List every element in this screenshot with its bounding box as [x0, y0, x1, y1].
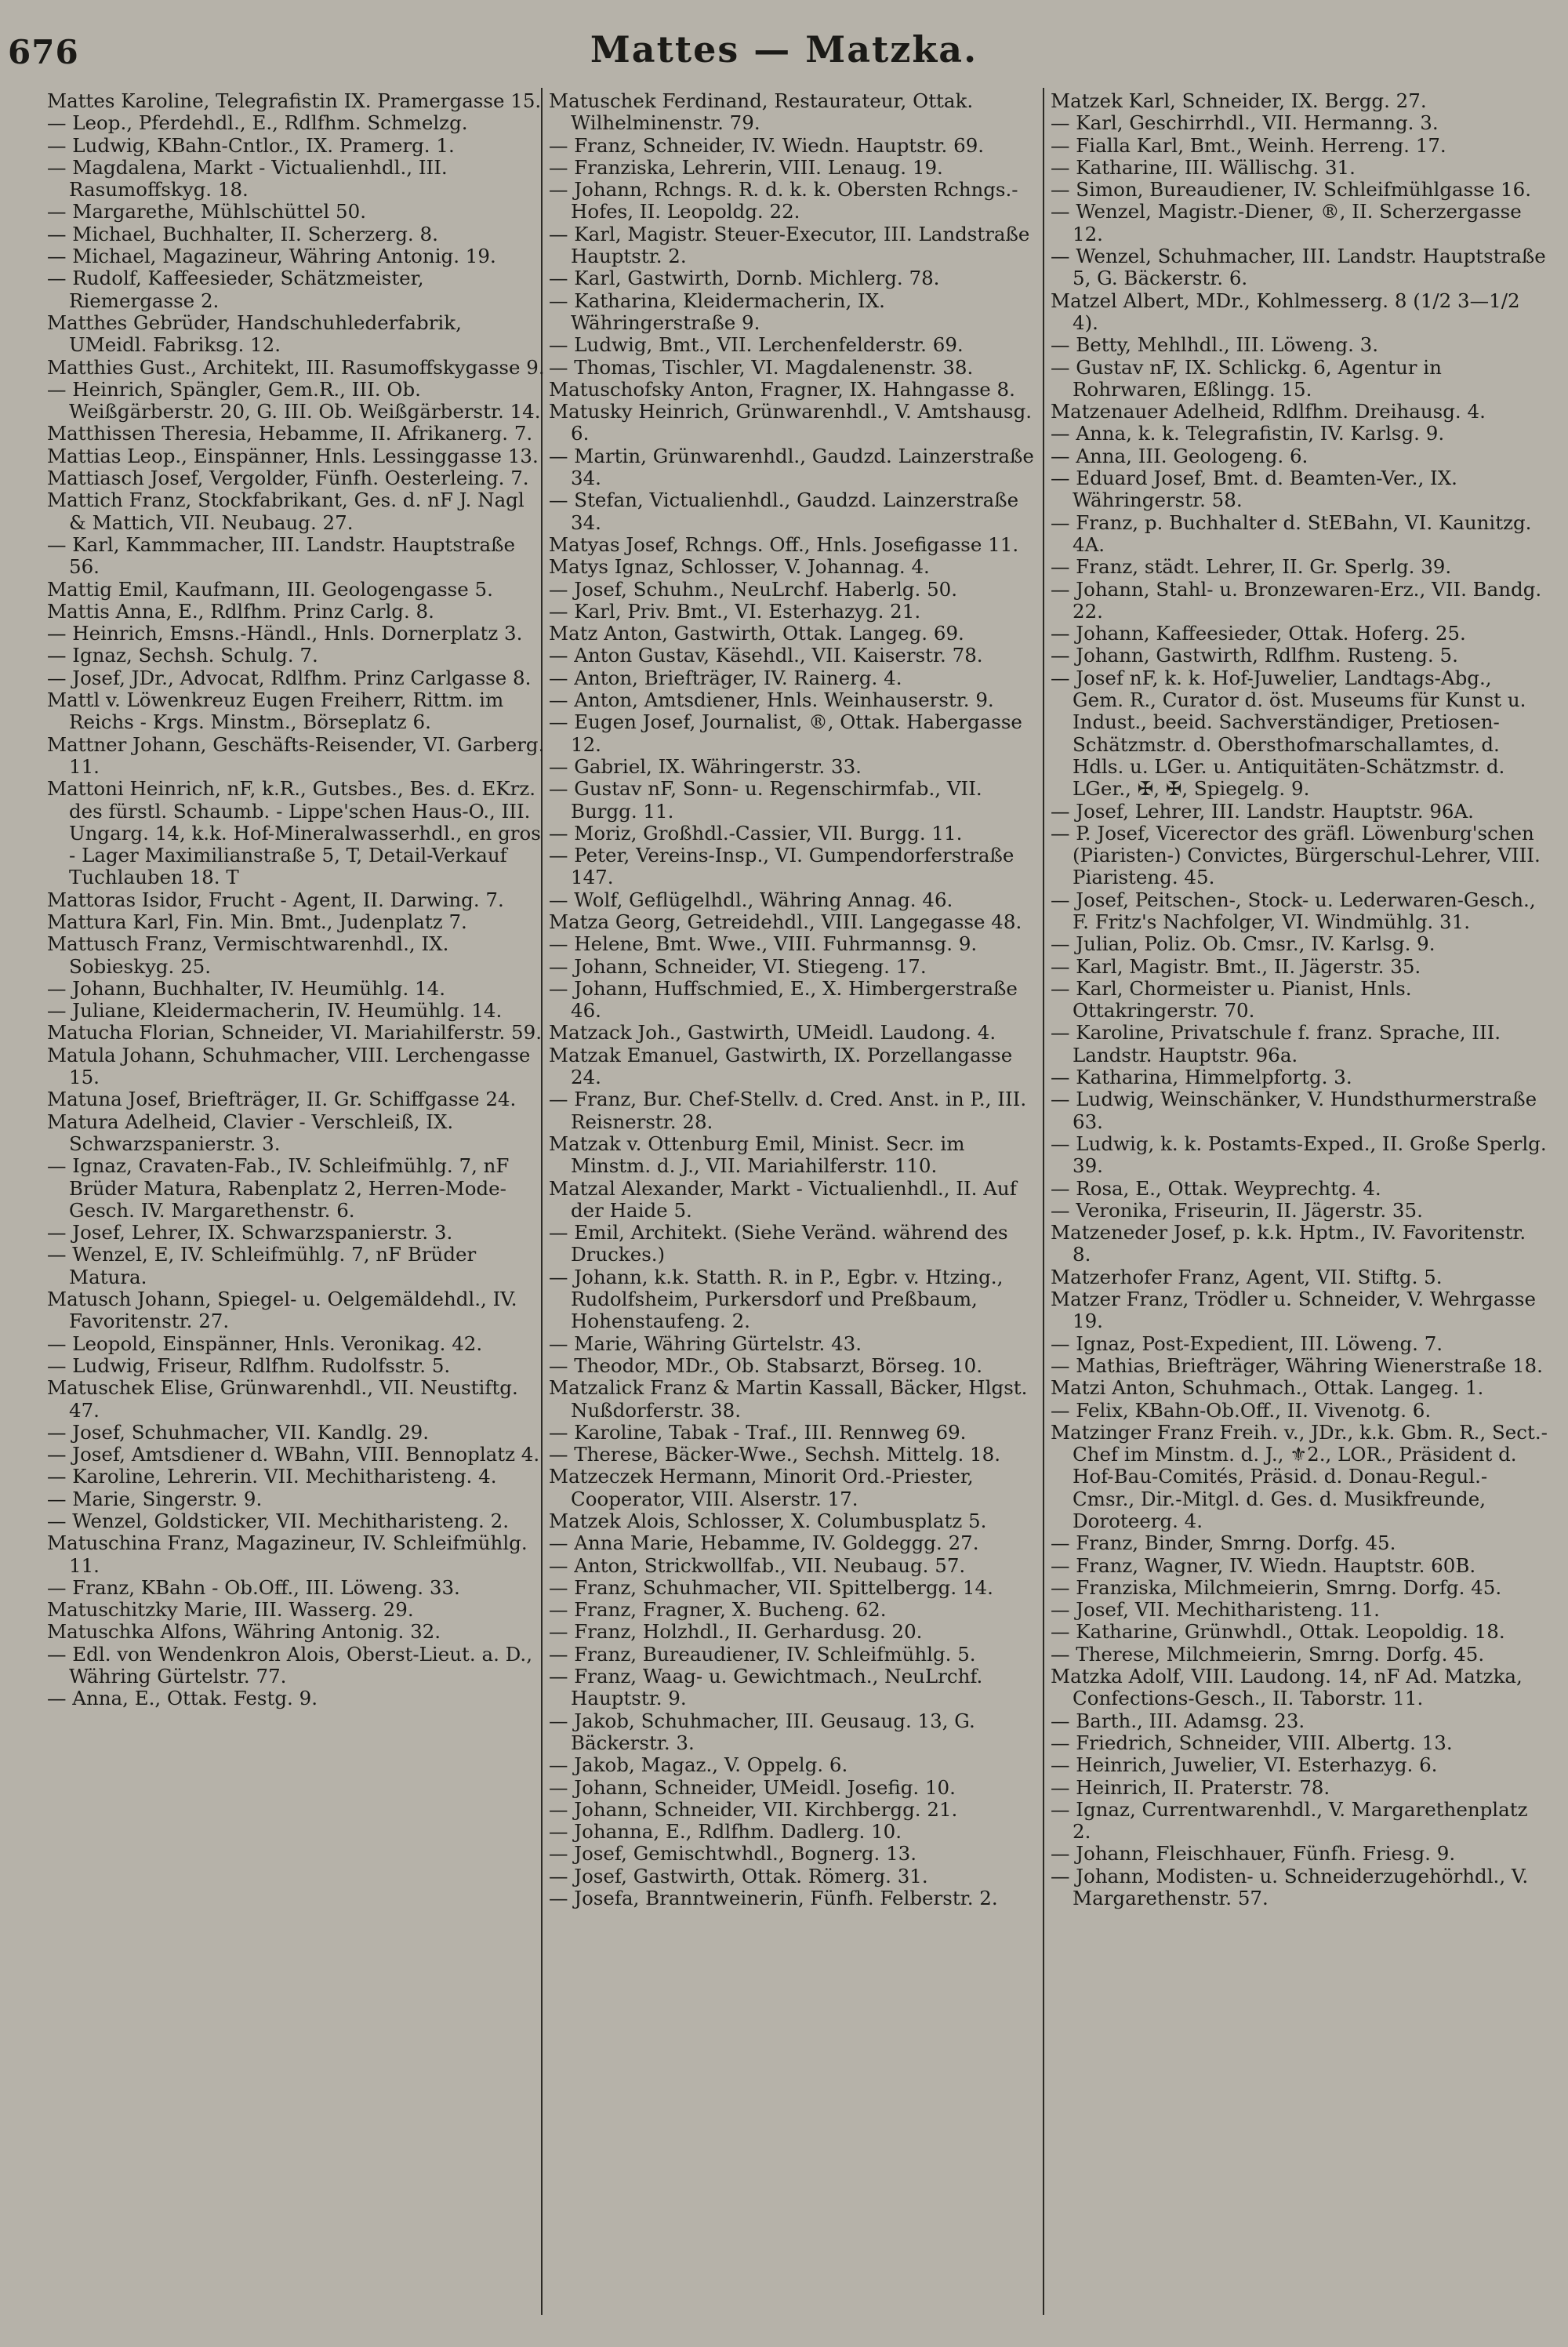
directory-entry: — Johann, k.k. Statth. R. in P., Egbr. v. Htzing., Rudolfsheim, Purkersdorf und Preßbaum, Hohenstaufeng. 2. — [549, 1265, 1010, 1333]
directory-entry: Matyas Josef, Rchngs. Off., Hnls. Josefigasse 11. — [549, 532, 1019, 556]
directory-entry: — Julian, Poliz. Ob. Cmsr., IV. Karlsg. 9. — [1051, 932, 1436, 956]
directory-entry: Matzalick Franz & Martin Kassall, Bäcker, Hlgst. Nußdorferstr. 38. — [549, 1376, 1034, 1422]
directory-entry: — Leop., Pferdehdl., E., Rdlfhm. Schmelzg. — [47, 111, 468, 135]
directory-entry: Matzenauer Adelheid, Rdlfhm. Dreihausg. 4. — [1051, 400, 1486, 423]
directory-entry: Mattusch Franz, Vermischtwarenhdl., IX. Sobieskyg. 25. — [47, 932, 456, 978]
directory-entry: — Felix, KBahn-Ob.Off., II. Vivenotg. 6. — [1051, 1398, 1432, 1422]
directory-entry: — Ludwig, Bmt., VII. Lerchenfelderstr. 69. — [549, 333, 964, 357]
directory-entry: Matula Johann, Schuhmacher, VIII. Lerchengasse 15. — [47, 1043, 537, 1089]
directory-entry: Matuschek Ferdinand, Restaurateur, Ottak. Wilhelminenstr. 79. — [549, 89, 979, 135]
directory-entry: — Josef, JDr., Advocat, Rdlfhm. Prinz Carlgasse 8. — [47, 666, 532, 689]
directory-entry: — Ignaz, Sechsh. Schulg. 7. — [47, 644, 318, 667]
directory-entry: Mattis Anna, E., Rdlfhm. Prinz Carlg. 8. — [47, 599, 434, 623]
directory-entry: — Heinrich, Emsns.-Händl., Hnls. Dornerplatz 3. — [47, 622, 523, 645]
directory-entry: — Johann, Fleischhauer, Fünfh. Friesg. 9. — [1051, 1842, 1456, 1866]
directory-entry: — Mathias, Briefträger, Währing Wienerstraße 18. — [1051, 1353, 1543, 1377]
directory-entry: — Karl, Magistr. Bmt., II. Jägerstr. 35. — [1051, 954, 1421, 978]
directory-entry: — Jakob, Magaz., V. Oppelg. 6. — [549, 1753, 848, 1777]
directory-entry: — Josef nF, k. k. Hof-Juwelier, Landtags-Abg., Gem. R., Curator d. öst. Museums für Kunst u. Indust., beeid. Sachverständiger, Pretiosen-Schätzmstr. d. Obersthofmarschallamtes, d. Hdls. u. LGer. u. Antiquitäten-Schätzmstr. d. LGer., ✠, ✠, Spiegelg. 9. — [1051, 666, 1533, 801]
directory-entry: — Wenzel, E, IV. Schleifmühlg. 7, nF Brüder Matura. — [47, 1243, 483, 1288]
directory-entry: — Josef, Schuhmacher, VII. Kandlg. 29. — [47, 1420, 430, 1444]
directory-entry: Matzer Franz, Trödler u. Schneider, V. Wehrgasse 19. — [1051, 1288, 1542, 1333]
directory-entry: Mattoni Heinrich, nF, k.R., Gutsbes., Bes. d. EKrz. des fürstl. Schaumb. - Lippe'schen Haus-O., III. Ungarg. 14, k.k. Hof-Mineralwasserhdl., en gros - Lager Maximilianstraße 5, T, Detail-Verkauf Tuchlauben 18. T — [47, 777, 547, 889]
directory-entry: — Magdalena, Markt - Victualienhdl., III. Rasumoffskyg. 18. — [47, 155, 454, 202]
directory-entry: — Johanna, E., Rdlfhm. Dadlerg. 10. — [549, 1820, 902, 1844]
directory-entry: — Josef, Lehrer, III. Landstr. Hauptstr. 96A. — [1051, 799, 1474, 823]
directory-entry: — Helene, Bmt. Wwe., VIII. Fuhrmannsg. 9. — [549, 932, 978, 956]
directory-entry: Matuna Josef, Briefträger, II. Gr. Schiffgasse 24. — [47, 1088, 517, 1111]
directory-entry: — Wenzel, Magistr.-Diener, ®, II. Scherzergasse 12. — [1051, 200, 1528, 245]
directory-entry: — Ignaz, Post-Expedient, III. Löweng. 7. — [1051, 1332, 1443, 1355]
directory-entry: — Peter, Vereins-Insp., VI. Gumpendorferstraße 147. — [549, 844, 1021, 889]
directory-column-left — [47, 89, 551, 2333]
directory-entry: — Rudolf, Kaffeesieder, Schätzmeister, Riemergasse 2. — [47, 267, 430, 312]
directory-entry: — Veronika, Friseurin, II. Jägerstr. 35. — [1051, 1198, 1423, 1222]
directory-entry: — Heinrich, Spängler, Gem.R., III. Ob. Weißgärberstr. 20, G. III. Ob. Weißgärberstr. 14. — [47, 377, 541, 423]
directory-entry: — Marie, Währing Gürtelstr. 43. — [549, 1332, 862, 1355]
directory-entry: — Jakob, Schuhmacher, III. Geusaug. 13, G. Bäckerstr. 3. — [549, 1709, 982, 1754]
directory-entry: Matza Georg, Getreidehdl., VIII. Langegasse 48. — [549, 910, 1022, 933]
directory-entry: — Juliane, Kleidermacherin, IV. Heumühlg. 14. — [47, 999, 503, 1023]
page-number: 676 — [8, 33, 79, 71]
directory-entry: Matthies Gust., Architekt, III. Rasumoffskygasse 9. — [47, 355, 545, 379]
directory-entry: Mattich Franz, Stockfabrikant, Ges. d. nF J. Nagl & Mattich, VII. Neubaug. 27. — [47, 489, 531, 534]
directory-entry: — Johann, Rchngs. R. d. k. k. Obersten Rchngs.-Hofes, II. Leopoldg. 22. — [549, 178, 1018, 223]
directory-entry: Matz Anton, Gastwirth, Ottak. Langeg. 69. — [549, 622, 964, 645]
directory-entry: Matuschka Alfons, Währing Antonig. 32. — [47, 1620, 441, 1644]
directory-entry: Mattner Johann, Geschäfts-Reisender, VI. Garberg. 11. — [47, 732, 551, 778]
directory-entry: — Josef, Gastwirth, Ottak. Römerg. 31. — [549, 1864, 928, 1887]
directory-entry: — Katharina, Himmelpfortg. 3. — [1051, 1066, 1352, 1089]
directory-entry: Matzerhofer Franz, Agent, VII. Stiftg. 5. — [1051, 1265, 1443, 1288]
directory-entry: Matthes Gebrüder, Handschuhlederfabrik, UMeidl. Fabriksg. 12. — [47, 311, 468, 357]
directory-entry: — Ludwig, k. k. Postamts-Exped., II. Große Sperlg. 39. — [1051, 1132, 1553, 1178]
directory-entry: — Johann, Schneider, VI. Stiegeng. 17. — [549, 954, 927, 978]
directory-entry: — Anna Marie, Hebamme, IV. Goldeggg. 27. — [549, 1531, 979, 1555]
directory-entry: — Anton, Briefträger, IV. Rainerg. 4. — [549, 666, 902, 689]
directory-entry: — Johann, Gastwirth, Rdlfhm. Rusteng. 5. — [1051, 644, 1458, 667]
directory-entry: — Franz, p. Buchhalter d. StEBahn, VI. Kaunitzg. 4A. — [1051, 510, 1538, 556]
directory-entry: — Martin, Grünwarenhdl., Gaudzd. Lainzerstraße 34. — [549, 444, 1040, 490]
directory-entry: — Karl, Geschirrhdl., VII. Hermanng. 3. — [1051, 111, 1439, 135]
directory-entry: Matzeczek Hermann, Minorit Ord.-Priester, Cooperator, VIII. Alserstr. 17. — [549, 1465, 980, 1510]
directory-entry: — Eugen Josef, Journalist, ®, Ottak. Habergasse 12. — [549, 710, 1029, 756]
directory-entry: — Friedrich, Schneider, VIII. Albertg. 13. — [1051, 1731, 1453, 1754]
directory-entry: — Karl, Chormeister u. Pianist, Hnls. Ottakringerstr. 70. — [1051, 976, 1418, 1023]
directory-entry: — Josef, Peitschen-, Stock- u. Lederwaren-Gesch., F. Fritz's Nachfolger, VI. Windmühlg. 31. — [1051, 888, 1542, 933]
directory-entry: Matzi Anton, Schuhmach., Ottak. Langeg. 1. — [1051, 1376, 1484, 1400]
directory-entry: — Heinrich, Juwelier, VI. Esterhazyg. 6. — [1051, 1753, 1438, 1777]
directory-entry: Matzal Alexander, Markt - Victualienhdl., II. Auf der Haide 5. — [549, 1176, 1023, 1222]
directory-entry: — Ludwig, Friseur, Rdlfhm. Rudolfsstr. 5. — [47, 1353, 451, 1377]
directory-entry: — Rosa, E., Ottak. Weyprechtg. 4. — [1051, 1176, 1381, 1200]
directory-entry: — Gabriel, IX. Währingerstr. 33. — [549, 754, 862, 778]
directory-entry: — Betty, Mehlhdl., III. Löweng. 3. — [1051, 333, 1379, 357]
directory-entry: — Josef, Amtsdiener d. WBahn, VIII. Bennoplatz 4. — [47, 1443, 540, 1466]
directory-entry: Matuschek Elise, Grünwarenhdl., VII. Neustiftg. 47. — [47, 1376, 524, 1422]
directory-entry: — Franz, städt. Lehrer, II. Gr. Sperlg. 39. — [1051, 555, 1452, 579]
directory-entry: — Wenzel, Goldsticker, VII. Mechitharisteng. 2. — [47, 1510, 509, 1532]
directory-column-middle — [549, 90, 1047, 2333]
directory-entry: — Therese, Milchmeierin, Smrng. Dorfg. 45. — [1051, 1642, 1485, 1666]
directory-entry: — Marie, Singerstr. 9. — [47, 1487, 263, 1510]
directory-entry: — Franz, Bureaudiener, IV. Schleifmühlg. 5. — [549, 1642, 976, 1666]
directory-entry: — Margarethe, Mühlschüttel 50. — [47, 200, 367, 223]
directory-entry: — Karoline, Lehrerin. VII. Mechitharisteng. 4. — [47, 1465, 497, 1488]
directory-entry: — Anna, E., Ottak. Festg. 9. — [47, 1687, 318, 1710]
directory-entry: — Johann, Stahl- u. Bronzewaren-Erz., VII. Bandg. 22. — [1051, 577, 1548, 623]
directory-entry: Mattoras Isidor, Frucht - Agent, II. Darwing. 7. — [47, 888, 504, 911]
directory-entry: Matzek Karl, Schneider, IX. Bergg. 27. — [1051, 89, 1427, 112]
directory-entry: Matuschina Franz, Magazineur, IV. Schleifmühlg. 11. — [47, 1531, 534, 1577]
directory-entry: — Simon, Bureaudiener, IV. Schleifmühlgasse 16. — [1051, 178, 1532, 202]
directory-entry: — Josef, Gemischtwhdl., Bognerg. 13. — [549, 1842, 917, 1866]
directory-entry: Matthissen Theresia, Hebamme, II. Afrikanerg. 7. — [47, 422, 533, 445]
directory-entry: — Emil, Architekt. (Siehe Veränd. während des Druckes.) — [549, 1221, 1014, 1266]
directory-entry: — Anton, Amtsdiener, Hnls. Weinhauserstr. 9. — [549, 688, 994, 712]
directory-entry: — P. Josef, Vicerector des gräfl. Löwenburg'schen (Piaristen-) Convictes, Bürgerschul-Lehrer, VIII. Piaristeng. 45. — [1051, 821, 1547, 889]
directory-entry: — Gustav nF, IX. Schlickg. 6, Agentur in Rohrwaren, Eßlingg. 15. — [1051, 355, 1448, 401]
directory-entry: Mattes Karoline, Telegrafistin IX. Pramergasse 15. — [47, 89, 542, 112]
directory-entry: Mattl v. Löwenkreuz Eugen Freiherr, Rittm. im Reichs - Krgs. Minstm., Börseplatz 6. — [47, 688, 510, 734]
directory-entry: — Franz, Binder, Smrng. Dorfg. 45. — [1051, 1531, 1396, 1555]
directory-entry: — Johann, Huffschmied, E., X. Himbergerstraße 46. — [549, 976, 1024, 1023]
directory-entry: Matzinger Franz Freih. v., JDr., k.k. Gbm. R., Sect.-Chef im Minstm. d. J., ⚜2., LOR., Präsident d. Hof-Bau-Comités, Präsid. d. Donau-Regul.-Cmsr., Dir.-Mitgl. d. Ges. d. Musikfreunde, Doroteerg. 4. — [1051, 1420, 1548, 1532]
directory-entry: — Heinrich, II. Praterstr. 78. — [1051, 1775, 1330, 1799]
directory-entry: — Moriz, Großhdl.-Cassier, VII. Burgg. 11. — [549, 821, 963, 845]
directory-entry: Mattig Emil, Kaufmann, III. Geologengasse 5. — [47, 577, 493, 601]
directory-entry: — Franz, Wagner, IV. Wiedn. Hauptstr. 60B. — [1051, 1553, 1476, 1577]
directory-entry: Mattias Leop., Einspänner, Hnls. Lessinggasse 13. — [47, 444, 539, 467]
directory-entry: — Edl. von Wendenkron Alois, Oberst-Lieut. a. D., Währing Gürtelstr. 77. — [47, 1642, 539, 1688]
directory-entry: — Katharine, III. Wällischg. 31. — [1051, 155, 1356, 179]
directory-entry: — Franz, Waag- u. Gewichtmach., NeuLrchf. Hauptstr. 9. — [549, 1665, 989, 1710]
directory-entry: Matucha Florian, Schneider, VI. Mariahilferstr. 59. — [47, 1021, 542, 1045]
directory-entry: — Ignaz, Currentwarenhdl., V. Margarethenplatz 2. — [1051, 1797, 1534, 1844]
directory-entry: Matzak Emanuel, Gastwirth, IX. Porzellangasse 24. — [549, 1043, 1019, 1089]
directory-entry: — Leopold, Einspänner, Hnls. Veronikag. 42. — [47, 1332, 483, 1355]
directory-entry: — Franz, Schneider, IV. Wiedn. Hauptstr. 69. — [549, 133, 985, 157]
directory-entry: Matzek Alois, Schlosser, X. Columbusplatz 5. — [549, 1510, 987, 1532]
directory-entry: — Thomas, Tischler, VI. Magdalenenstr. 38. — [549, 355, 974, 379]
directory-entry: — Anton Gustav, Käsehdl., VII. Kaiserstr. 78. — [549, 644, 983, 667]
directory-entry: — Josefa, Branntweinerin, Fünfh. Felberstr. 2. — [549, 1887, 998, 1910]
directory-entry: — Karoline, Privatschule f. franz. Sprache, III. Landstr. Hauptstr. 96a. — [1051, 1021, 1507, 1066]
directory-entry: — Michael, Magazineur, Währing Antonig. 19. — [47, 245, 496, 268]
directory-entry: — Anna, III. Geologeng. 6. — [1051, 444, 1308, 467]
directory-entry: — Franziska, Milchmeierin, Smrng. Dorfg. 45. — [1051, 1575, 1502, 1599]
directory-entry: — Johann, Schneider, UMeidl. Josefig. 10. — [549, 1775, 956, 1799]
directory-entry: — Franziska, Lehrerin, VIII. Lenaug. 19. — [549, 155, 943, 179]
directory-entry: — Theodor, MDr., Ob. Stabsarzt, Börseg. 10. — [549, 1353, 983, 1377]
directory-entry: Matuschitzky Marie, III. Wasserg. 29. — [47, 1598, 414, 1622]
directory-entry: — Franz, KBahn - Ob.Off., III. Löweng. 33. — [47, 1575, 460, 1599]
directory-entry: — Anna, k. k. Telegrafistin, IV. Karlsg. 9. — [1051, 422, 1445, 445]
directory-entry: Mattiasch Josef, Vergolder, Fünfh. Oesterleing. 7. — [47, 467, 529, 490]
directory-entry: — Barth., III. Adamsg. 23. — [1051, 1709, 1305, 1732]
directory-entry: Matzack Joh., Gastwirth, UMeidl. Laudong. 4. — [549, 1021, 996, 1045]
directory-column-right — [1051, 89, 1553, 2333]
directory-entry: — Franz, Fragner, X. Bucheng. 62. — [549, 1598, 887, 1622]
directory-entry: Matura Adelheid, Clavier - Verschleiß, IX. Schwarzspanierstr. 3. — [47, 1110, 459, 1155]
directory-entry: — Wolf, Geflügelhdl., Währing Annag. 46. — [549, 888, 953, 911]
directory-entry: — Johann, Modisten- u. Schneiderzugehörhdl., V. Margarethenstr. 57. — [1051, 1864, 1534, 1910]
directory-entry: — Katharina, Kleidermacherin, IX. Währingerstraße 9. — [549, 289, 891, 334]
directory-entry: — Wenzel, Schuhmacher, III. Landstr. Hauptstraße 5, G. Bäckerstr. 6. — [1051, 245, 1552, 290]
directory-entry: — Michael, Buchhalter, II. Scherzerg. 8. — [47, 222, 438, 245]
directory-entry: — Josef, Lehrer, IX. Schwarzspanierstr. 3. — [47, 1221, 453, 1244]
directory-entry: — Katharine, Grünwhdl., Ottak. Leopoldig. 18. — [1051, 1620, 1505, 1644]
directory-entry: Matzka Adolf, VIII. Laudong. 14, nF Ad. Matzka, Confections-Gesch., II. Taborstr. 11. — [1051, 1665, 1529, 1710]
directory-entry: Matusch Johann, Spiegel- u. Oelgemäldehdl., IV. Favoritenstr. 27. — [47, 1288, 524, 1333]
directory-entry: — Franz, Bur. Chef-Stellv. d. Cred. Anst. in P., III. Reisnerstr. 28. — [549, 1088, 1033, 1133]
directory-entry: — Josef, Schuhm., NeuLrchf. Haberlg. 50. — [549, 577, 958, 601]
directory-entry: — Ludwig, KBahn-Cntlor., IX. Pramerg. 1. — [47, 133, 455, 157]
directory-entry: — Karl, Magistr. Steuer-Executor, III. Landstraße Hauptstr. 2. — [549, 222, 1036, 268]
directory-entry: — Fialla Karl, Bmt., Weinh. Herreng. 17. — [1051, 133, 1446, 157]
directory-entry: — Johann, Schneider, VII. Kirchbergg. 21. — [549, 1797, 958, 1821]
directory-entry: — Johann, Kaffeesieder, Ottak. Hoferg. 25. — [1051, 622, 1466, 645]
directory-entry: — Stefan, Victualienhdl., Gaudzd. Lainzerstraße 34. — [549, 489, 1025, 534]
directory-entry: — Ignaz, Cravaten-Fab., IV. Schleifmühlg. 7, nF Brüder Matura, Rabenplatz 2, Herren-Mode-Gesch. IV. Margarethenstr. 6. — [47, 1154, 516, 1222]
directory-entry: — Karl, Gastwirth, Dornb. Michlerg. 78. — [549, 267, 940, 290]
directory-entry: — Karl, Priv. Bmt., VI. Esterhazyg. 21. — [549, 599, 921, 623]
directory-entry: — Franz, Schuhmacher, VII. Spittelbergg. 14. — [549, 1575, 993, 1599]
directory-entry: Matzak v. Ottenburg Emil, Minist. Secr. im Minstm. d. J., VII. Mariahilferstr. 110. — [549, 1132, 971, 1178]
directory-entry: Matzeneder Josef, p. k.k. Hptm., IV. Favoritenstr. 8. — [1051, 1221, 1533, 1266]
directory-entry: — Josef, VII. Mechitharisteng. 11. — [1051, 1598, 1380, 1622]
directory-entry: Matys Ignaz, Schlosser, V. Johannag. 4. — [549, 555, 930, 579]
directory-entry: — Karoline, Tabak - Traf., III. Rennweg 69. — [549, 1420, 967, 1444]
directory-entry: — Ludwig, Weinschänker, V. Hundsthurmerstraße 63. — [1051, 1088, 1543, 1133]
directory-entry: Mattura Karl, Fin. Min. Bmt., Judenplatz 7. — [47, 910, 467, 933]
directory-entry: — Gustav nF, Sonn- u. Regenschirmfab., VII. Burgg. 11. — [549, 777, 989, 823]
directory-entry: — Therese, Bäcker-Wwe., Sechsh. Mittelg. 18. — [549, 1443, 1000, 1466]
directory-entry: Matzel Albert, MDr., Kohlmesserg. 8 (1/2 3—1/2 4). — [1051, 289, 1526, 334]
directory-entry: Matusky Heinrich, Grünwarenhdl., V. Amtshausg. 6. — [549, 400, 1038, 445]
directory-entry: — Anton, Strickwollfab., VII. Neubaug. 57. — [549, 1553, 966, 1577]
page-title: Mattes — Matzka. — [590, 28, 978, 71]
directory-entry: Matuschofsky Anton, Fragner, IX. Hahngasse 8. — [549, 377, 1015, 401]
directory-entry: — Johann, Buchhalter, IV. Heumühlg. 14. — [47, 976, 445, 1000]
directory-entry: — Franz, Holzhdl., II. Gerhardusg. 20. — [549, 1620, 923, 1644]
directory-entry: — Karl, Kammmacher, III. Landstr. Hauptstraße 56. — [47, 532, 521, 579]
directory-entry: — Eduard Josef, Bmt. d. Beamten-Ver., IX. Währingerstr. 58. — [1051, 467, 1464, 512]
